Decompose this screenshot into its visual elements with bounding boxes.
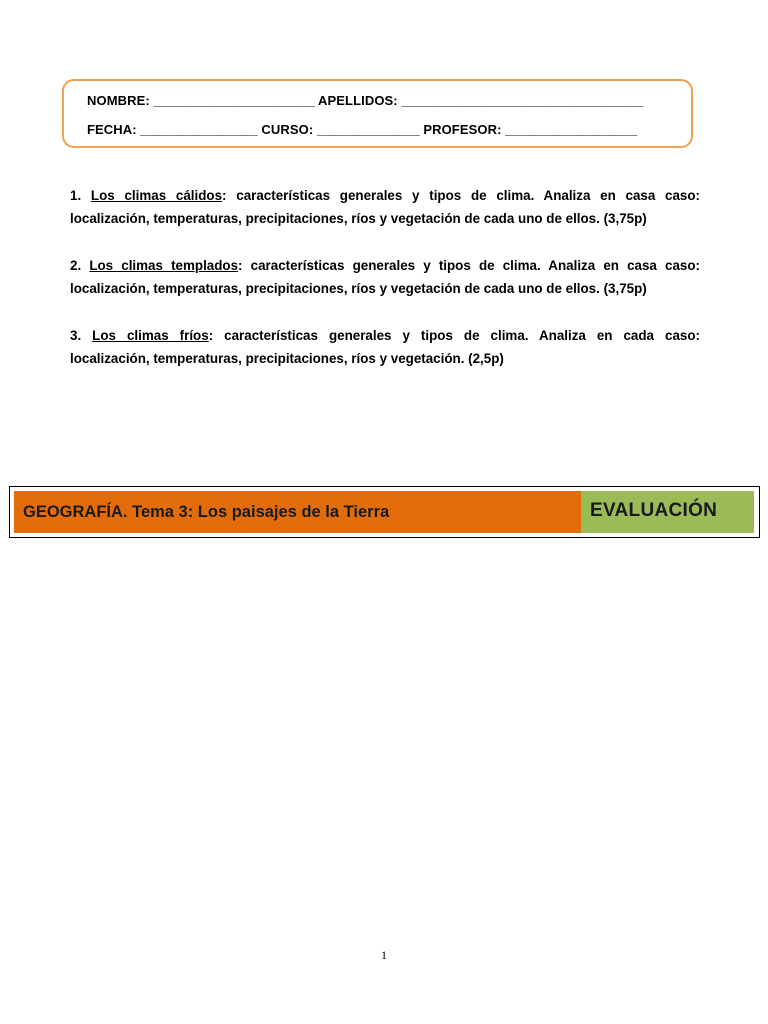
question-1 bbox=[70, 184, 700, 230]
question-3-number: 3. bbox=[70, 328, 82, 343]
question-2 bbox=[70, 254, 700, 300]
question-1-rest: : características generales y tipos de clima. Analiza en casa caso: bbox=[222, 188, 701, 203]
question-2-line2: localización, temperaturas, precipitaciones, ríos y vegetación de cada uno de ellos. (3,75p) bbox=[70, 281, 647, 296]
name-surname-line: NOMBRE: ______________________ APELLIDOS: _________________________________ bbox=[87, 93, 644, 108]
date-course-teacher-line: FECHA: ________________ CURSO: ______________ PROFESOR: __________________ bbox=[87, 122, 638, 137]
subject-title-cell bbox=[14, 491, 581, 533]
evaluation-cell bbox=[581, 491, 754, 533]
question-3 bbox=[70, 324, 700, 370]
question-1-line2: localización, temperaturas, precipitaciones, ríos y vegetación de cada uno de ellos. (3,75p) bbox=[70, 211, 647, 226]
question-2-rest: : características generales y tipos de clima. Analiza en casa caso: bbox=[238, 258, 700, 273]
question-2-number: 2. bbox=[70, 258, 82, 273]
question-1-number: 1. bbox=[70, 188, 82, 203]
question-3-rest: : características generales y tipos de clima. Analiza en cada caso: bbox=[208, 328, 700, 343]
question-3-line1 bbox=[70, 324, 700, 347]
evaluation-label: EVALUACIÓN bbox=[590, 500, 718, 521]
question-3-line2: localización, temperaturas, precipitaciones, ríos y vegetación. (2,5p) bbox=[70, 351, 504, 366]
question-1-line1 bbox=[70, 184, 700, 207]
question-2-topic: Los climas templados bbox=[89, 258, 239, 273]
question-2-line1 bbox=[70, 254, 700, 277]
student-info-box bbox=[62, 79, 693, 148]
subject-banner bbox=[9, 486, 760, 538]
page-number: 1 bbox=[381, 948, 387, 962]
subject-title: GEOGRAFÍA. Tema 3: Los paisajes de la Tierra bbox=[23, 503, 390, 521]
question-1-topic: Los climas cálidos bbox=[90, 188, 223, 203]
question-3-topic: Los climas fríos bbox=[92, 328, 209, 343]
